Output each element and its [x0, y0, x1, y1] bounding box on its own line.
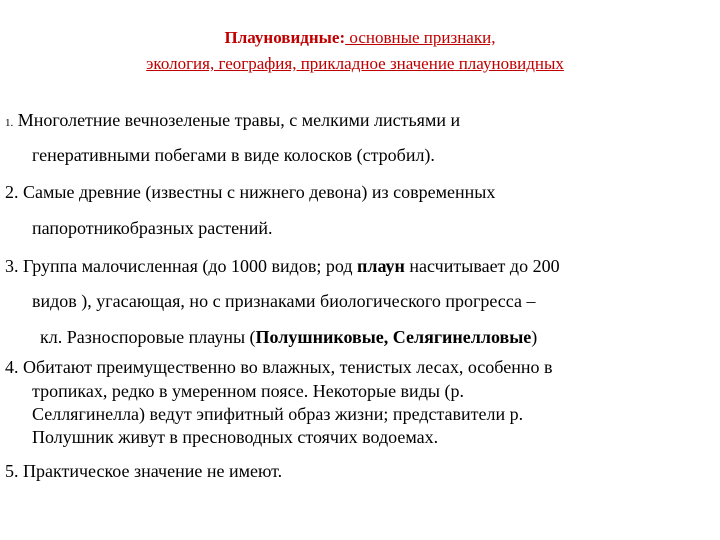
- item-4-line-3: Селлягинелла) ведут эпифитный образ жизни; представители р.: [32, 404, 524, 424]
- slide-title-line-2: [0, 54, 710, 74]
- item-2-line-1: 2. Самые древние (известны с нижнего девона) из современных: [5, 182, 496, 202]
- classes-bold: Полушниковые, Селягинелловые: [255, 327, 532, 347]
- item-3-line-1: 3. Группа малочисленная (до 1000 видов; род плаун насчитывает до 200: [5, 256, 560, 276]
- genus-plaun: плаун: [356, 256, 405, 276]
- title-line-2-text: экология, география, прикладное значение плауновидных: [146, 54, 564, 73]
- item-2-line-2: папоротникобразных растений.: [32, 218, 273, 238]
- item-1-line-2: генеративными побегами в виде колосков (стробил).: [32, 145, 435, 165]
- item-1-number: 1.: [5, 117, 14, 129]
- item-1-line-1: 1. Многолетние вечнозеленые травы, с мелкими листьями и: [5, 110, 461, 130]
- item-4-line-2: тропиках, редко в умеренном поясе. Некоторые виды (р.: [32, 381, 464, 401]
- item-4-line-4: Полушник живут в пресноводных стоячих водоемах.: [32, 427, 439, 447]
- item-5-line-1: 5. Практическое значение не имеют.: [5, 461, 283, 481]
- item-4-line-1: 4. Обитают преимущественно во влажных, тенистых лесах, особенно в: [5, 357, 553, 377]
- title-rest: основные признаки,: [345, 28, 496, 47]
- item-3-line-3: кл. Разноспоровые плауны (Полушниковые, Селягинелловые): [40, 327, 538, 347]
- slide-title-line-1: [0, 28, 720, 48]
- item-3-line-2: видов ), угасающая, но с признаками биологического прогресса –: [32, 291, 536, 311]
- title-bold: Плауновидные:: [224, 28, 346, 47]
